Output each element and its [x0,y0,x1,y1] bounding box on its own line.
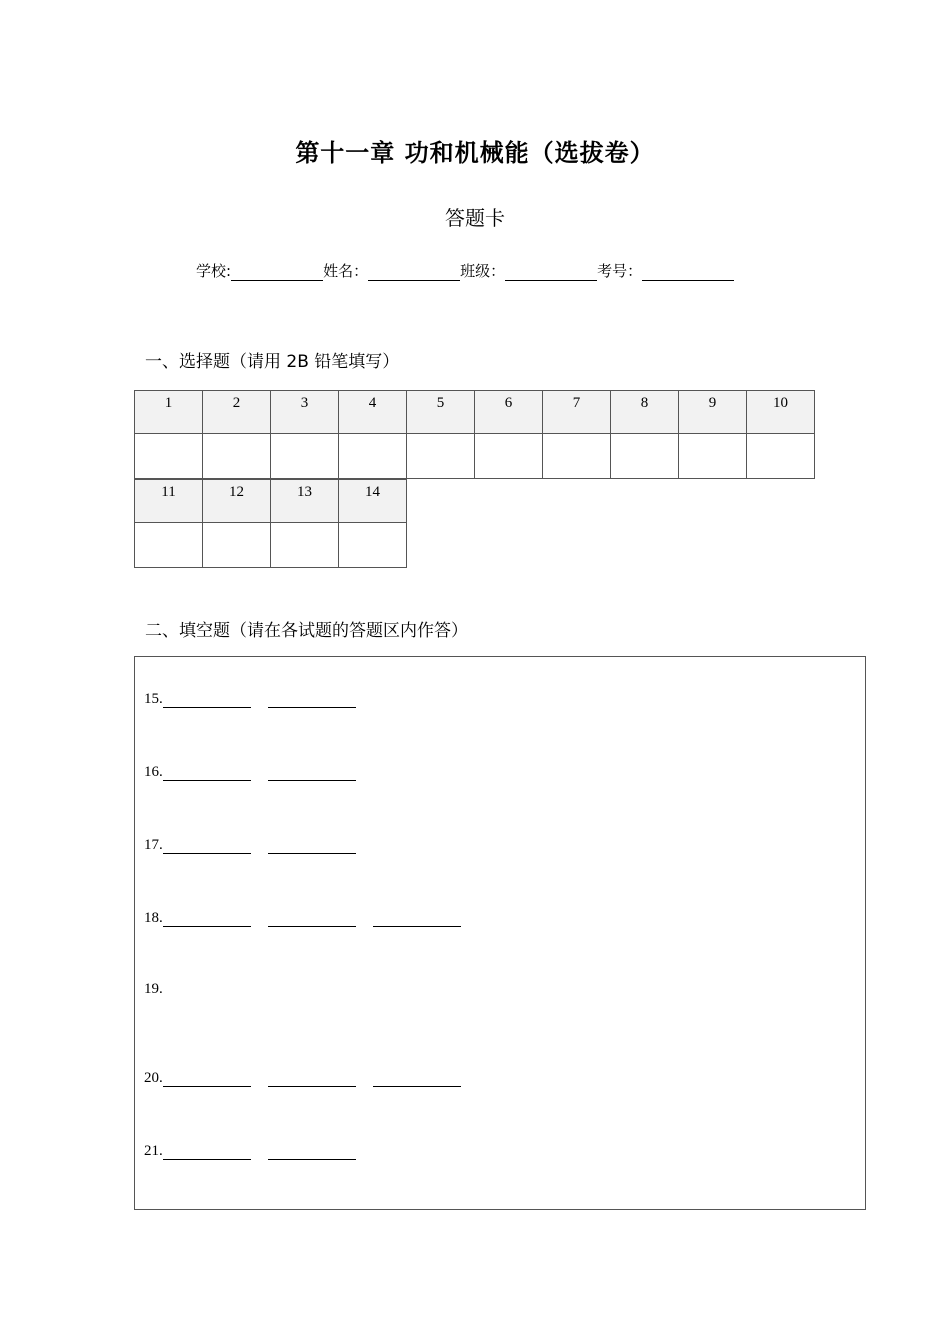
question-number: 13 [271,480,339,523]
school-label: 学校: [196,262,232,280]
question-number: 9 [679,391,747,434]
question-number: 7 [543,391,611,434]
student-info-row [196,260,734,281]
fill-question-20 [144,1068,478,1087]
question-number-row [135,480,407,523]
answer-cell[interactable] [271,434,339,479]
answer-blank[interactable] [268,689,356,708]
fill-question-18 [144,908,478,927]
fill-question-19[interactable] [144,981,163,998]
answer-cell[interactable] [747,434,815,479]
id-field[interactable] [642,262,734,281]
question-number: 3 [271,391,339,434]
answer-blank[interactable] [163,762,251,781]
answer-cell[interactable] [407,434,475,479]
class-field[interactable] [505,262,597,281]
question-number: 6 [475,391,543,434]
question-number: 1 [135,391,203,434]
answer-cell[interactable] [203,434,271,479]
class-label: 班级： [460,262,506,280]
question-label: 18. [144,910,163,926]
answer-cell[interactable] [339,523,407,568]
answer-cell[interactable] [203,523,271,568]
answer-row [135,523,407,568]
answer-cell[interactable] [475,434,543,479]
question-number: 12 [203,480,271,523]
answer-blank[interactable] [268,762,356,781]
id-label: 考号： [597,262,643,280]
question-label: 21. [144,1143,163,1159]
answer-blank[interactable] [163,835,251,854]
answer-cell[interactable] [271,523,339,568]
name-field[interactable] [368,262,460,281]
name-label: 姓名： [323,262,369,280]
question-label: 19. [144,981,163,997]
answer-blank[interactable] [268,1068,356,1087]
answer-blank[interactable] [268,835,356,854]
answer-blank[interactable] [373,908,461,927]
answer-blank[interactable] [163,908,251,927]
page-title: 第十一章 功和机械能（选拔卷） [295,139,655,167]
fill-question-21 [144,1141,373,1160]
question-number: 10 [747,391,815,434]
answer-cell[interactable] [679,434,747,479]
question-label: 20. [144,1070,163,1086]
answer-cell[interactable] [135,523,203,568]
answer-blank[interactable] [268,908,356,927]
question-label: 17. [144,837,163,853]
question-number-row [135,391,815,434]
answer-blank[interactable] [268,1141,356,1160]
page-subtitle: 答题卡 [445,206,505,230]
school-field[interactable] [231,262,323,281]
answer-blank[interactable] [163,1068,251,1087]
question-number: 5 [407,391,475,434]
choice-grid-row-2 [134,479,407,568]
answer-blank[interactable] [163,1141,251,1160]
fill-answer-area [134,656,866,1210]
answer-cell[interactable] [543,434,611,479]
fill-question-17 [144,835,373,854]
question-label: 16. [144,764,163,780]
question-number: 14 [339,480,407,523]
answer-cell[interactable] [339,434,407,479]
fill-question-16 [144,762,373,781]
answer-cell[interactable] [611,434,679,479]
answer-row [135,434,815,479]
answer-blank[interactable] [373,1068,461,1087]
fill-question-15 [144,689,373,708]
question-number: 2 [203,391,271,434]
question-number: 11 [135,480,203,523]
question-number: 4 [339,391,407,434]
question-number: 8 [611,391,679,434]
question-label: 15. [144,691,163,707]
choice-grid-row-1 [134,390,815,479]
section-fill-title: 二、填空题（请在各试题的答题区内作答） [145,621,468,641]
section-choice-title: 一、选择题（请用 2B 铅笔填写） [145,352,400,372]
answer-cell[interactable] [135,434,203,479]
answer-blank[interactable] [163,689,251,708]
